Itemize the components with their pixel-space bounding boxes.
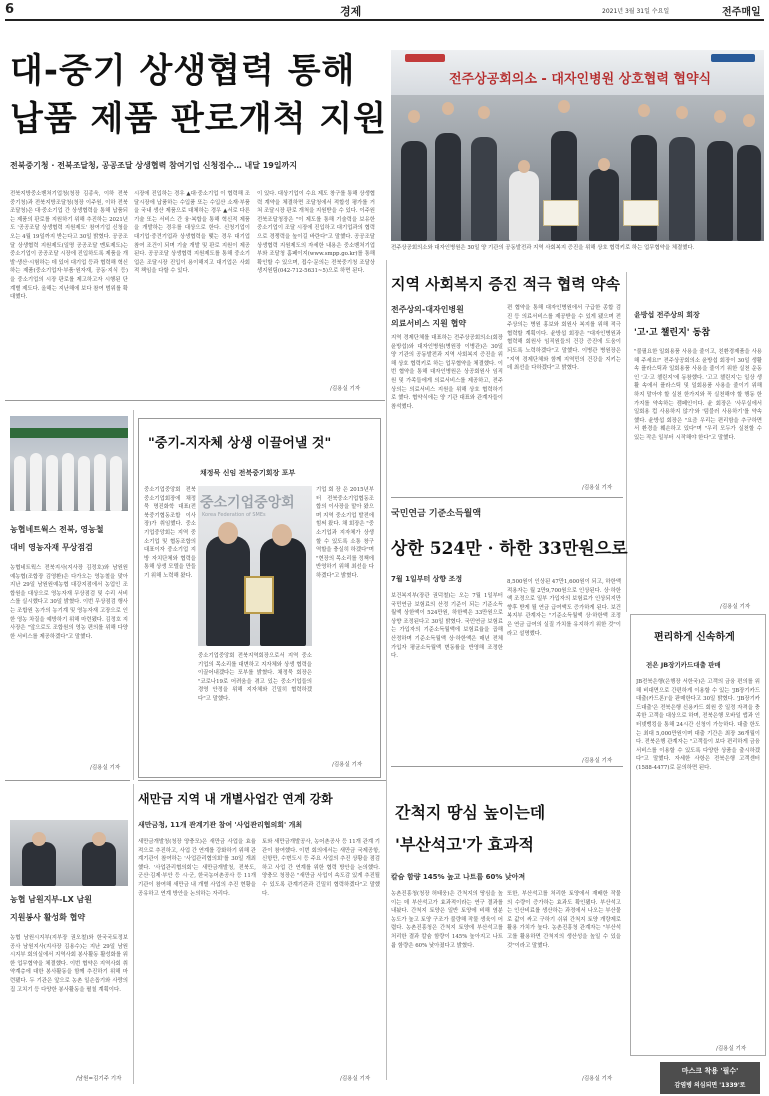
person-figure bbox=[509, 171, 539, 241]
reclaim-headline-2: '부산석고'가 효과적 bbox=[395, 835, 535, 854]
bank-body: JB전북은행(은행장 서한국)은 고객의 금융 편의를 위해 비대면으로 간편하게 이용할 수 있는 'JB장기카드대출(카드론)'을 판매한다고 30일 밝혔다. 'JB장기카드대출'은 전북은행 신용카드 회원 중 일정 자격을 충족한 고객을 대상으로 하며, 전북은행 모바일 앱과 인터넷뱅킹을 통해 24시간 신청이 가능하다. 대출 한도는 최대 5,000만원이며 대출 기간은 최장 36개월이다. 전북은행 관계자는 "고객들이 보다 편리하게 금융 서비스를 이용할 수 있도록 다양한 상품을 출시하겠다"고 말했다. 자세한 사항은 전북은행 고객센터(1588-4477)로 문의하면 된다. bbox=[636, 679, 760, 771]
saemangeum-sub: 새만금청, 11개 관계기관 참여 '사업관리협의회' 개최 bbox=[138, 821, 303, 829]
nonghyup-sub-2: 대비 영농자재 무상점검 bbox=[10, 543, 93, 552]
section-name: 경제 bbox=[340, 5, 362, 18]
person-figure bbox=[669, 137, 695, 241]
interview-byline: /김용실 기자 bbox=[332, 762, 363, 768]
welfare-col-2: 편 협약을 통해 대자인병원에서 구급한 종합 검진 등 의료서비스를 제공받을 수 있게 됐으며 전주상의는 병원 홍보와 회원사 복지를 위해 적극 협력할 계획이다. 윤방섭 회장은 "대자인병원과 협력해 회원사 임직원들의 건강 증진에 도움이 되도록 노력하겠다"고 말했다. 이병관 병원장은 "지역 경제단체와 함께 지역민의 건강을 지키는 데 최선을 다하겠다"고 밝혔다. bbox=[507, 305, 621, 372]
namwon-sub-1: 농협 남원지부-LX 남원 bbox=[10, 895, 92, 904]
section-divider bbox=[138, 780, 386, 781]
welfare-byline: /김용실 기자 bbox=[582, 485, 613, 491]
person-figure bbox=[46, 455, 58, 511]
person-head bbox=[676, 106, 688, 119]
person-figure bbox=[22, 842, 56, 886]
saemangeum-col-2: 토와 새만금개발공사, 농어촌공사 등 11개 관계 기관이 참여했다. 이번 회의에서는 새만금 국제공항, 신항만, 수변도시 등 주요 사업의 추진 상황을 점검하고 사업 간 연계를 위한 협력 방안을 논의했다. 양충모 청장은 "새만금 사업이 속도감 있게 추진될 수 있도록 관계기관과 긴밀히 협력하겠다"고 말했다. bbox=[262, 839, 380, 897]
namwon-byline: /남원=김기주 기자 bbox=[76, 1076, 122, 1082]
interview-col-2: 중소기업중앙회 전북지역회장으로서 지역 중소기업의 목소리를 대변하고 지자체와 상생 협력을 이끌어내겠다는 포부를 밝혔다. 채정묵 회장은 "코로나19로 어려움을 겪고 있는 중소기업들의 경영 안정을 위해 지자체와 긴밀히 협력하겠다"고 말했다. bbox=[198, 653, 312, 702]
photo-caption: 전주상공회의소와 대자인병원은 30일 양 기관의 공동발전과 지역 사회복지 증진을 위해 상호 협력키로 하는 업무협약을 체결했다. bbox=[391, 245, 695, 251]
namwon-body: 농협 남원시지부(지부장 권오철)와 한국국토정보공사 남원지사(지사장 김용수)는 지난 29일 남원시지부 회의실에서 지역사회 봉사활동 활성화를 위한 업무협약을 체결했다. 이번 협약은 지역사회 취약계층에 대한 봉사활동을 함께 추진하기 위해 마련됐다. 두 기관은 앞으로 농촌 일손돕기와 사랑의 집 고치기 등 다양한 봉사활동을 펼칠 계획이다. bbox=[10, 935, 128, 993]
person-head bbox=[408, 110, 420, 123]
bank-headline: 편리하게 신속하게 bbox=[654, 632, 735, 643]
header-rule bbox=[5, 19, 764, 21]
lead-byline: /김용실 기자 bbox=[330, 386, 361, 392]
saemangeum-byline: /김용실 기자 bbox=[340, 1076, 371, 1082]
person-head bbox=[478, 106, 490, 119]
pension-col-1: 보건복지부(장관 권덕철)는 오는 7월 1일부터 국민연금 보험료의 산정 기준이 되는 기준소득월액 상한액이 524만원, 하한액은 33만원으로 상향 조정된다고 30일 밝혔다. 국민연금 보험료는 가입자의 기준소득월액에 보험료율을 곱해 산정하며 기준소득월액 상·하한액은 매년 전체 가입자 평균소득월액 변동률을 반영해 조정한다. bbox=[391, 593, 503, 660]
lead-col-1: 전북지방중소벤처기업청(청장 김종욱, 이하 전북중기청)과 전북지방조달청(청장 이주원, 이하 전북조달청)은 대·중소기업 간 상생협력을 통해 납품되는 제품의 판로를 지원하기 위해 추진하는 2021년도 '공공조달 상생협력 지원제도' 참여기업 신청을 오는 4월 19일까지 받는다고 30일 밝혔다. 공공조달 상생협력 지원제도(일명 공공조달 멘토제도)는 중소기업이 공공조달 시장에 진입하도록 제품을 개발·생산·시험하는 데 있어 대기업 등과 협력해 혁신하는 제품(중소기업자·부품·원자재, 공동·지식 등)을 중소기업의 시장 판로를 제고하고자 시행된 단계별 제도다. 올해는 지난해에 보다 참여 범위를 확대했다. bbox=[10, 191, 128, 301]
agreement-document bbox=[623, 200, 659, 226]
person-head bbox=[743, 114, 755, 127]
reclaim-col-2: 또한, 부산석고를 처리한 토양에서 재배한 작물의 수량이 증가하는 효과도 확인됐다. 부산석고는 인산비료를 생산하는 과정에서 나오는 부산물로 값이 싸고 구하기 쉬워 간척지 토양 개량제로 활용 가치가 높다. 농촌진흥청 관계자는 "부산석고를 활용하면 간척지의 생산성을 높일 수 있을 것"이라고 말했다. bbox=[507, 891, 621, 949]
nonghyup-sub-1: 농협네트웍스 전북, 영농철 bbox=[10, 525, 104, 534]
banner-strip bbox=[10, 428, 128, 438]
reclaim-sub: 칼슘 함량 145% 높고 나트륨 60% 낮아져 bbox=[391, 873, 526, 881]
saemangeum-headline: 새만금 지역 내 개별사업간 연계 강화 bbox=[138, 792, 333, 806]
person-head bbox=[518, 160, 530, 173]
person-figure bbox=[737, 145, 761, 241]
sidebar-top-byline: /김용실 기자 bbox=[720, 604, 751, 610]
interview-headline: "중기-지자체 상생 이끌어낼 것" bbox=[148, 436, 332, 451]
person-figure bbox=[707, 141, 733, 241]
welfare-sub-2: 의료서비스 지원 협약 bbox=[391, 319, 467, 328]
person-figure bbox=[471, 137, 497, 241]
section-divider bbox=[391, 497, 623, 498]
paper-name: 전주매일 bbox=[722, 7, 761, 18]
column-divider bbox=[626, 272, 627, 612]
reclaim-headline-1: 간척지 땅심 높이는데 bbox=[395, 803, 546, 822]
lead-col-2: 시장에 진입하는 경우 ▲대·중소기업 이 협력해 조달시장에 납품하는 수입품 또는 수입산 소재·부품을 국내 생산 제품으로 대체하는 경우 ▲서로 다른 기술 또는 서비스 간 융·복합을 통해 혁신적 제품을 개발하는 경우를 대상으로 한다. 신청기업이 대기업·중견기업과 상생협력을 맺는 경우 대기업 참여 조건이 되며 기술 개발 및 판로 지원이 제공된다. 공공조달 상생협력 지원제도를 통해 중소기업은 조달시장 진입이 용이해지고 대기업은 사회적 책임을 다할 수 있다. bbox=[134, 191, 250, 275]
photo-sign-en: Korea Federation of SMEs bbox=[202, 512, 266, 518]
pension-kicker: 국민연금 기준소득월액 bbox=[391, 509, 482, 519]
column-divider bbox=[386, 260, 387, 1080]
person-head bbox=[32, 832, 46, 846]
lead-headline-2: 납품 제품 판로개척 지원 bbox=[10, 99, 387, 139]
nonghyup-photo bbox=[10, 416, 128, 511]
plaque-icon bbox=[244, 576, 274, 614]
lead-subhead: 전북중기청 · 전북조달청, 공공조달 상생협력 참여기업 신청접수… 내달 19일까지 bbox=[10, 161, 298, 170]
interview-col-3: 기업 회 장 은 2015년부터 전북중소기업협동조합의 이사장을 맡아 왔으며 지역 중소기업 발전에 힘써 왔다. 채 회장은 "중소기업과 지자체가 상생할 수 있도록 소통 창구 역할을 충실히 하겠다"며 "현장의 목소리를 정책에 반영하기 위해 최선을 다하겠다"고 밝혔다. bbox=[316, 487, 374, 579]
person-figure bbox=[78, 456, 90, 511]
person-head bbox=[442, 102, 454, 115]
lead-col-3: 이 있다. 대상기업이 수요 제도 창구를 통해 상생협력 계약을 체결하면 조달청에서 적합성 평가를 거쳐 조달시장 판로 개척을 지원받을 수 있다. 이주원 전북조달청장은 "이 제도를 통해 기술력을 보유한 중소기업이 조달 시장에 진입하고 대기업과의 협력으로 경쟁력을 높이길 바란다"고 말했다. 공공조달 상생협력 지원제도의 자세한 내용은 중소벤처기업부와 조달청 홈페이지(www.smpp.go.kr)를 통해 확인할 수 있으며, 접수·문의는 전북중기청 조달상생지원팀(042-712-5631~5)으로 하면 된다. bbox=[257, 191, 375, 275]
person-figure bbox=[589, 169, 619, 241]
person-head bbox=[272, 524, 292, 546]
person-head bbox=[92, 832, 106, 846]
bank-byline: /김용실 기자 bbox=[716, 1046, 747, 1052]
welfare-headline: 지역 사회복지 증진 적극 협력 약속 bbox=[391, 275, 620, 293]
person-figure bbox=[110, 456, 122, 511]
namwon-sub-2: 지원봉사 활성화 협약 bbox=[10, 913, 86, 922]
page-header bbox=[0, 0, 769, 20]
welfare-sub-1: 전주상의-대자인병원 bbox=[391, 305, 464, 314]
namwon-photo bbox=[10, 820, 128, 886]
person-figure bbox=[435, 133, 461, 241]
lead-headline-1: 대-중기 상생협력 통해 bbox=[10, 51, 356, 91]
chamber-logo-icon bbox=[405, 54, 445, 62]
section-divider bbox=[5, 400, 385, 401]
welfare-col-1: 지역 경제단체를 대표하는 전주상공회의소(회장 윤방섭)와 대자인병원(병원장 이병관)은 30일 양 기관의 공동발전과 지역 사회복지 증진을 위해 상호 협력키로 하는 업무협약을 체결했다. 이번 협약을 통해 대자인병원은 상공회원사 임직원 및 가족들에게 의료서비스를 제공하고, 전주상의는 의료서비스 지원을 위해 상호 협력하기로 했다. 협약식에는 양 기관 대표와 관계자들이 참석했다. bbox=[391, 335, 503, 410]
person-head bbox=[714, 110, 726, 123]
pension-byline: /김용실 기자 bbox=[582, 758, 613, 764]
person-head bbox=[638, 104, 650, 117]
nonghyup-byline: /김용실 기자 bbox=[90, 765, 121, 771]
bank-sub: 전은 JB장기카드대출 판매 bbox=[646, 661, 721, 669]
sidebar-top-body: "불필요한 일회용품 사용을 줄이고, 친환경제품을 사용해 주세요!" 전주상공회의소 윤방섭 회장이 30일 생활 속 플라스틱과 일회용품 사용을 줄이기 위한 실천 운동인 '고·고 챌린지'에 동참했다. '고고 챌린지'는 일상 생활 속에서 플라스틱 및 일회용품 사용을 줄이기 위해 하지 말아야 할 실천 한가지와 꼭 실천해야 할 행동 한가지를 약속하는 캠페인이다. 윤 회장은 '사무실에서 일회용 컵 사용하지 않기'와 '텀블러 사용하기'를 약속했다. 윤방섭 회장은 "요즘 우리는 편리함을 추구하면서 환경을 훼손하고 있다"며 "우리 모두가 실천할 수 있는 작은 일부터 시작해야 한다"고 말했다. bbox=[634, 349, 762, 441]
section-divider bbox=[391, 766, 623, 767]
agreement-document bbox=[543, 200, 579, 226]
agreement-photo bbox=[391, 50, 764, 241]
issue-date: 2021년 3월 31일 수요일 bbox=[602, 8, 670, 15]
pension-col-2: 8,500원이 인상된 47만1,600원이 되고, 하한액 적용자는 월 2만9,700원으로 인상된다. 상·하한액 조정으로 일부 가입자의 보험료가 인상되지만 향후 받게 될 연금 급여액도 증가하게 된다. 보건복지부 관계자는 "기준소득월액 상·하한액 조정은 연금 급여의 실질 가치를 유지하기 위한 것"이라고 설명했다. bbox=[507, 579, 621, 637]
person-figure bbox=[14, 456, 26, 511]
reclaim-byline: /김용실 기자 bbox=[582, 1076, 613, 1082]
interview-subhead: 채정묵 신임 전북중기회장 포부 bbox=[200, 469, 296, 477]
nonghyup-body: 농협네트웍스 전북지사(지사장 김정호)와 남원원예농협(조합장 김영환)은 다가오는 영농철을 맞아 지난 29일 남원원예농협 대강지점에서 농업인 조합원을 대상으로 영농자재 무상점검 및 수리 서비스를 실시했다고 30일 밝혔다. 이번 무상점검 행사는 조합원 농가의 농기계 및 영농자재 고장으로 인한 영농 차질을 예방하기 위해 마련됐다. 김정호 지사장은 "앞으로도 조합원의 영농 편의를 위해 다양한 서비스를 제공하겠다"고 말했다. bbox=[10, 565, 128, 640]
person-figure bbox=[30, 453, 42, 511]
pension-sub: 7월 1일부터 상향 조정 bbox=[391, 575, 463, 583]
mask-notice-banner bbox=[660, 1062, 760, 1094]
column-divider bbox=[133, 784, 134, 1084]
person-figure bbox=[62, 453, 74, 511]
photo-banner-text: 전주상공회의소 - 대자인병원 상호협력 협약식 bbox=[449, 72, 712, 87]
person-figure bbox=[82, 842, 116, 886]
hospital-logo-icon bbox=[711, 54, 755, 62]
sidebar-top-sub: 윤방섭 전주상의 회장 bbox=[634, 311, 700, 319]
interview-col-1: 중소기업중앙회 전북중소기업회장에 채정묵 명진화학 대표(전북중기협동조합 이사장)가 취임했다. 중소기업중앙회는 지역 중소기업 및 협동조합의 대표이자 중소기업 지방 자치단체와 협력을 통해 상생 모델을 만들기 위해 노력해 왔다. bbox=[144, 487, 196, 579]
saemangeum-col-1: 새만금개발청(청장 양충모)은 새만금 사업을 효율적으로 추진하고, 사업 간 연계를 강화하기 위해 관계기관이 참여하는 '사업관리협의회'를 30일 개최했다. '사업관리협의회'는 새만금개발청, 전북도, 군산·김제·부안 등 시·군, 한국농어촌공사 등 11개 기관이 참여해 새만금 내 개별 사업의 추진 현황을 공유하고 연계 방안을 논의하는 자리다. bbox=[138, 839, 256, 897]
sidebar-top-headline: '고·고 챌린지' 동참 bbox=[634, 328, 711, 338]
person-head bbox=[558, 100, 570, 113]
mask-notice-line-1: 마스크 착용 '필수' bbox=[681, 1067, 739, 1075]
pension-headline: 상한 524만 · 하한 33만원으로 bbox=[391, 539, 628, 559]
person-head bbox=[218, 522, 238, 544]
page-number: 6 bbox=[5, 2, 15, 17]
mask-notice-line-2: 감염병 의심되면 '1339'로 bbox=[674, 1082, 746, 1089]
photo-sign-text: 중소기업중앙회 bbox=[200, 495, 295, 511]
person-figure bbox=[94, 454, 106, 511]
person-figure bbox=[401, 141, 427, 241]
column-divider bbox=[133, 410, 134, 780]
person-head bbox=[598, 158, 610, 171]
reclaim-col-1: 농촌진흥청(청장 허태웅)은 간척지의 땅심을 높이는 데 부산석고가 효과적이라는 연구 결과를 내놨다. 간척지 토양은 일반 토양에 비해 염분 농도가 높고 토양 구조가 불량해 작물 생육이 어렵다. 농촌진흥청은 간척지 토양에 부산석고를 처리한 결과 칼슘 함량이 145% 높아지고 나트륨 함량은 60% 낮아졌다고 밝혔다. bbox=[391, 891, 503, 949]
interview-photo bbox=[198, 486, 312, 646]
section-divider bbox=[5, 780, 130, 781]
